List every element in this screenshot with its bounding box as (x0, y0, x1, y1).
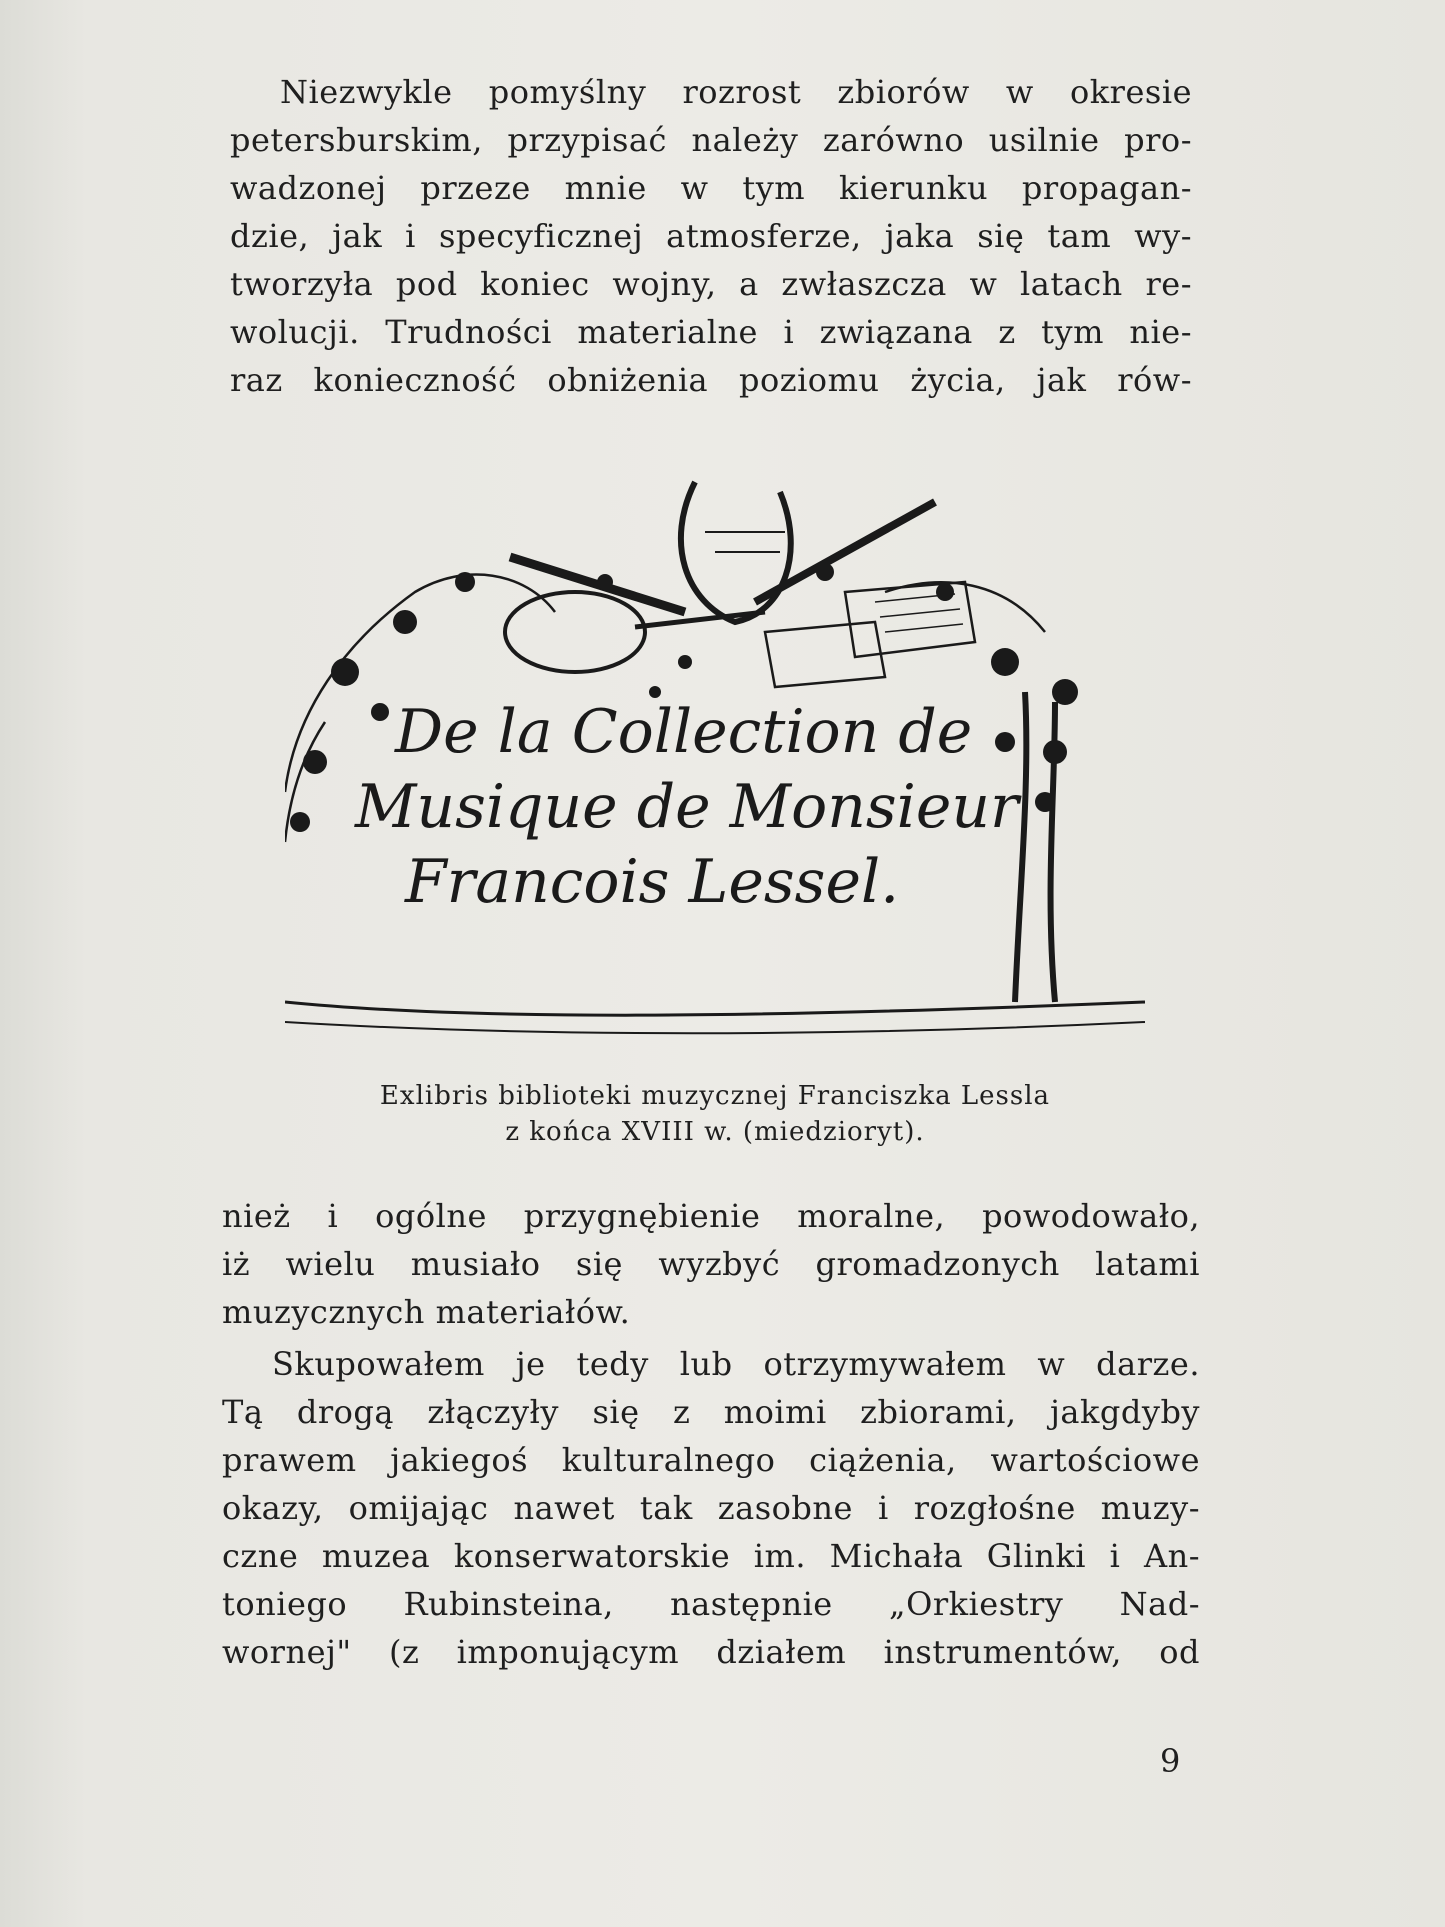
paragraph-2 (222, 1192, 1200, 1336)
text-line: raz konieczność obniżenia poziomu życia, jak rów- (230, 361, 1192, 399)
exlibris-inscription-line-3: Francois Lessel. (405, 847, 900, 917)
text-line: Tą drogą złączyły się z moimi zbiorami, jakgdyby (222, 1393, 1200, 1431)
text-line: wadzonej przeze mnie w tym kierunku propagan- (230, 169, 1192, 207)
caption-line: Exlibris biblioteki muzycznej Franciszka Lessla (379, 1081, 1051, 1111)
text-line: czne muzea konserwatorskie im. Michała Glinki i An- (222, 1537, 1200, 1575)
text-line: dzie, jak i specyficznej atmosferze, jaka się tam wy- (230, 217, 1192, 255)
text-line: Niezwykle pomyślny rozrost zbiorów w okresie (280, 73, 1192, 111)
page-number: 9 (1160, 1742, 1181, 1780)
text-line: okazy, omijając nawet tak zasobne i rozgłośne muzy- (222, 1489, 1200, 1527)
paragraph-1 (230, 68, 1192, 404)
paragraph-3 (222, 1340, 1200, 1676)
text-line: Skupowałem je tedy lub otrzymywałem w darze. (272, 1345, 1200, 1383)
text-line: iż wielu musiało się wyzbyć gromadzonych latami (222, 1245, 1200, 1283)
text-line: tworzyła pod koniec wojny, a zwłaszcza w latach re- (230, 265, 1192, 303)
exlibris-inscription-line-2: Musique de Monsieur (355, 772, 1019, 842)
exlibris-inscription-line-1: De la Collection de (395, 697, 973, 767)
text-line: wornej" (z imponującym działem instrumentów, od (222, 1633, 1200, 1671)
exlibris-engraving (285, 462, 1145, 1062)
text-line: prawem jakiegoś kulturalnego ciążenia, wartościowe (222, 1441, 1200, 1479)
text-line: nież i ogólne przygnębienie moralne, powodowało, (222, 1197, 1200, 1235)
caption-line: z końca XVIII w. (miedzioryt). (505, 1117, 925, 1147)
text-line: toniego Rubinsteina, następnie „Orkiestry Nad- (222, 1585, 1200, 1623)
text-line: wolucji. Trudności materialne i związana z tym nie- (230, 313, 1192, 351)
text-line: petersburskim, przypisać należy zarówno usilnie pro- (230, 121, 1192, 159)
figure-caption (300, 1078, 1130, 1150)
text-line: muzycznych materiałów. (222, 1293, 631, 1331)
